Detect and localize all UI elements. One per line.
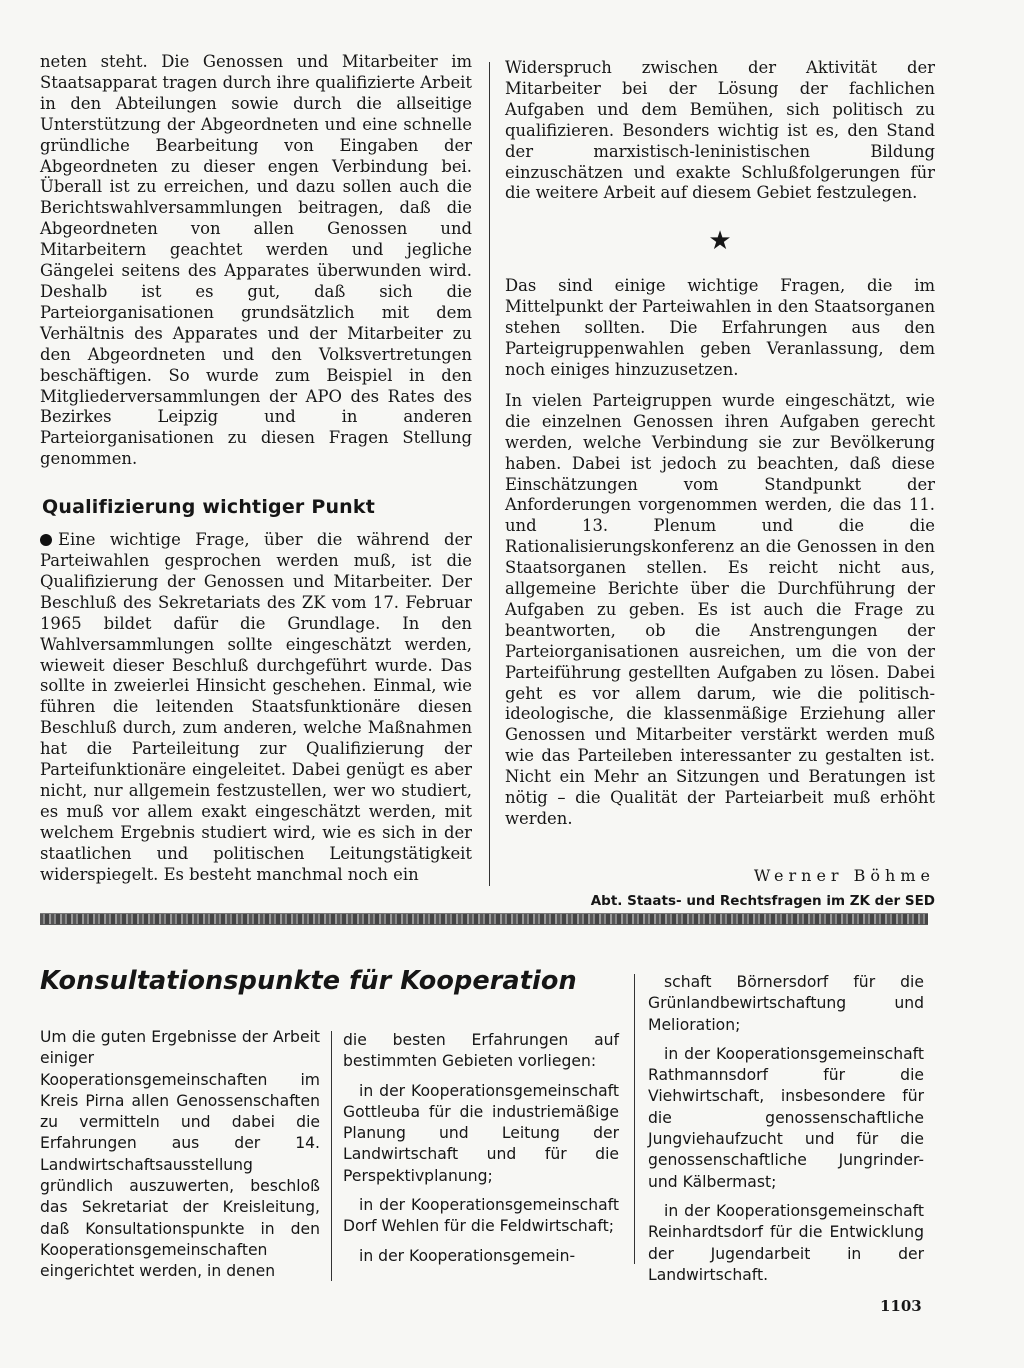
subheading: Qualifizierung wichtiger Punkt xyxy=(42,496,376,519)
bottom-headline: Konsultationspunkte für Kooperation xyxy=(40,966,577,996)
author-affiliation: Abt. Staats- und Rechtsfragen im ZK der SED xyxy=(590,892,935,909)
bottom-divider-1 xyxy=(331,1031,332,1281)
list-item: in der Kooperationsgemeinschaft Dorf Wehlen für die Feldwirtschaft; xyxy=(343,1196,619,1236)
left-paragraph-2 xyxy=(40,530,472,885)
list-item: schaft Börnersdorf für die Grünlandbewirtschaftung und Melioration; xyxy=(648,973,924,1034)
star-icon: ★ xyxy=(708,226,732,257)
section-separator xyxy=(40,913,928,925)
bottom-column-1-text: Um die guten Ergebnisse der Arbeit einiger Kooperationsgemeinschaften im Kreis Pirna allen Genossenschaften zu vermitteln und dabei die Erfahrungen aus der 14. Landwirtschaftsausstellung gründlich auszuwerten, beschloß das Sekretariat der Kreisleitung, daß Konsultationspunkte in den Kooperationsgemeinschaften eingerichtet werden, in denen xyxy=(40,1028,320,1281)
list-item: in der Kooperationsgemein- xyxy=(359,1246,576,1265)
bottom-column-2-intro: die besten Erfahrungen auf bestimmten Gebieten vorliegen: xyxy=(343,1031,619,1071)
list-item: in der Kooperationsgemeinschaft Gottleuba für die industriemäßige Planung und Leitung der Landwirtschaft und für die Perspektivplanung; xyxy=(343,1081,619,1185)
page-number: 1103 xyxy=(880,1297,922,1315)
right-column xyxy=(505,58,935,909)
right-paragraph-3: In vielen Parteigruppen wurde eingeschätzt, wie die einzelnen Genossen ihren Aufgaben gerecht werden, welche Verbindung sie zur Bevölkerung haben. Dabei ist jedoch zu beachten, daß diese Einschätzungen vom Standpunkt der Anforderungen vorgenommen werden, die das 11. und 13. Plenum und die die Rationalisierungskonferenz an die Genossen in den Staatsorganen stellen. Es reicht nicht aus, allgemeine Berichte über die Durchführung der Aufgaben zu geben. Es ist auch die Frage zu beantworten, ob die Anstrengungen der Parteiorganisationen ausreichen, um die von der Parteiführung gestellten Aufgaben zu lösen. Dabei geht es vor allem darum, wie die politisch-ideologische, die klassenmäßige Erziehung aller Genossen und Mitarbeiter verstärkt werden muß wie das Parteileben interessanter zu gestalten ist. Nicht ein Mehr an Sitzungen und Beratungen ist nötig – die Qualität der Parteiarbeit muß erhöht werden. xyxy=(505,390,935,828)
right-paragraph-2: Das sind einige wichtige Fragen, die im Mittelpunkt der Parteiwahlen in den Staatsorganen stehen sollten. Die Erfahrungen aus den Parteigruppenwahlen geben Veranlassung, dem noch einiges hinzuzusetzen. xyxy=(505,276,935,379)
bullet-icon xyxy=(40,534,52,546)
left-paragraph-2-text: Eine wichtige Frage, über die während der Parteiwahlen gesprochen werden muß, ist die Qualifizierung der Genossen und Mitarbeiter. Der Beschluß des Sekretariats des ZK vom 17. Februar 1965 bildet dafür die Grundlage. In den Wahlversammlungen sollte eingeschätzt werden, wieweit dieser Beschluß durchgeführt wurde. Das sollte in zweierlei Hinsicht geschehen. Einmal, wie führen die leitenden Staatsfunktionäre diesen Beschluß durch, zum anderen, welche Maßnahmen hat die Parteileitung zur Qualifizierung der Parteifunktionäre eingeleitet. Dabei genügt es aber nicht, nur allgemein festzustellen, wer wo studiert, es muß vor allem exakt eingeschätzt werden, mit welchem Ergebnis studiert wird, wie es sich in der staatlichen und politischen Leitungstätigkeit widerspiegelt. Es besteht manchmal noch ein xyxy=(40,530,472,884)
right-paragraph-1: Widerspruch zwischen der Aktivität der Mitarbeiter bei der Lösung der fachlichen Aufgaben und dem Bemühen, sich politisch zu qualifizieren. Besonders wichtig ist es, den Stand der marxistisch-leninistischen Bildung einzuschätzen und exakte Schlußfolgerungen für die weitere Arbeit auf diesem Gebiet festzulegen. xyxy=(505,58,935,203)
left-paragraph-1: neten steht. Die Genossen und Mitarbeiter im Staatsapparat tragen durch ihre qualifizierte Arbeit in den Abteilungen sowie durch die allseitige Unterstützung der Abgeordneten und eine schnelle gründliche Bearbeitung von Eingaben der Abgeordneten zu dieser engen Verbindung bei. Überall ist zu erreichen, und dazu sollen auch die Berichtswahlversammlungen beitragen, daß die Abgeordneten von allen Genossen und Mitarbeitern geachtet werden und jegliche Gängelei seitens des Apparates überwunden wird. Deshalb ist es gut, daß sich die Parteiorganisationen grundsätzlich mit dem Verhältnis des Apparates und der Mitarbeiter zu den Abgeordneten und den Volksvertretungen beschäftigen. So wurde zum Beispiel in den Mitgliederversammlungen der APO des Rates des Bezirkes Leipzig und in anderen Parteiorganisationen zu diesen Fragen Stellung genommen. xyxy=(40,52,472,469)
author-signature: Werner Böhme xyxy=(753,865,935,885)
bottom-column-3 xyxy=(648,972,924,1294)
bottom-divider-2 xyxy=(634,974,635,1264)
bottom-column-2 xyxy=(343,1030,619,1275)
column-divider xyxy=(489,62,490,886)
list-item: in der Kooperationsgemeinschaft Rathmannsdorf für die Viehwirtschaft, insbesondere für die genossenschaftliche Jungviehaufzucht und für die genossenschaftliche Jungrinder- und Kälbermast; xyxy=(648,1044,924,1191)
bottom-column-1 xyxy=(40,1027,320,1291)
list-item: in der Kooperationsgemeinschaft Reinhardtsdorf für die Entwicklung der Jugendarbeit in der Landwirtschaft. xyxy=(648,1201,924,1284)
left-column xyxy=(40,52,472,886)
